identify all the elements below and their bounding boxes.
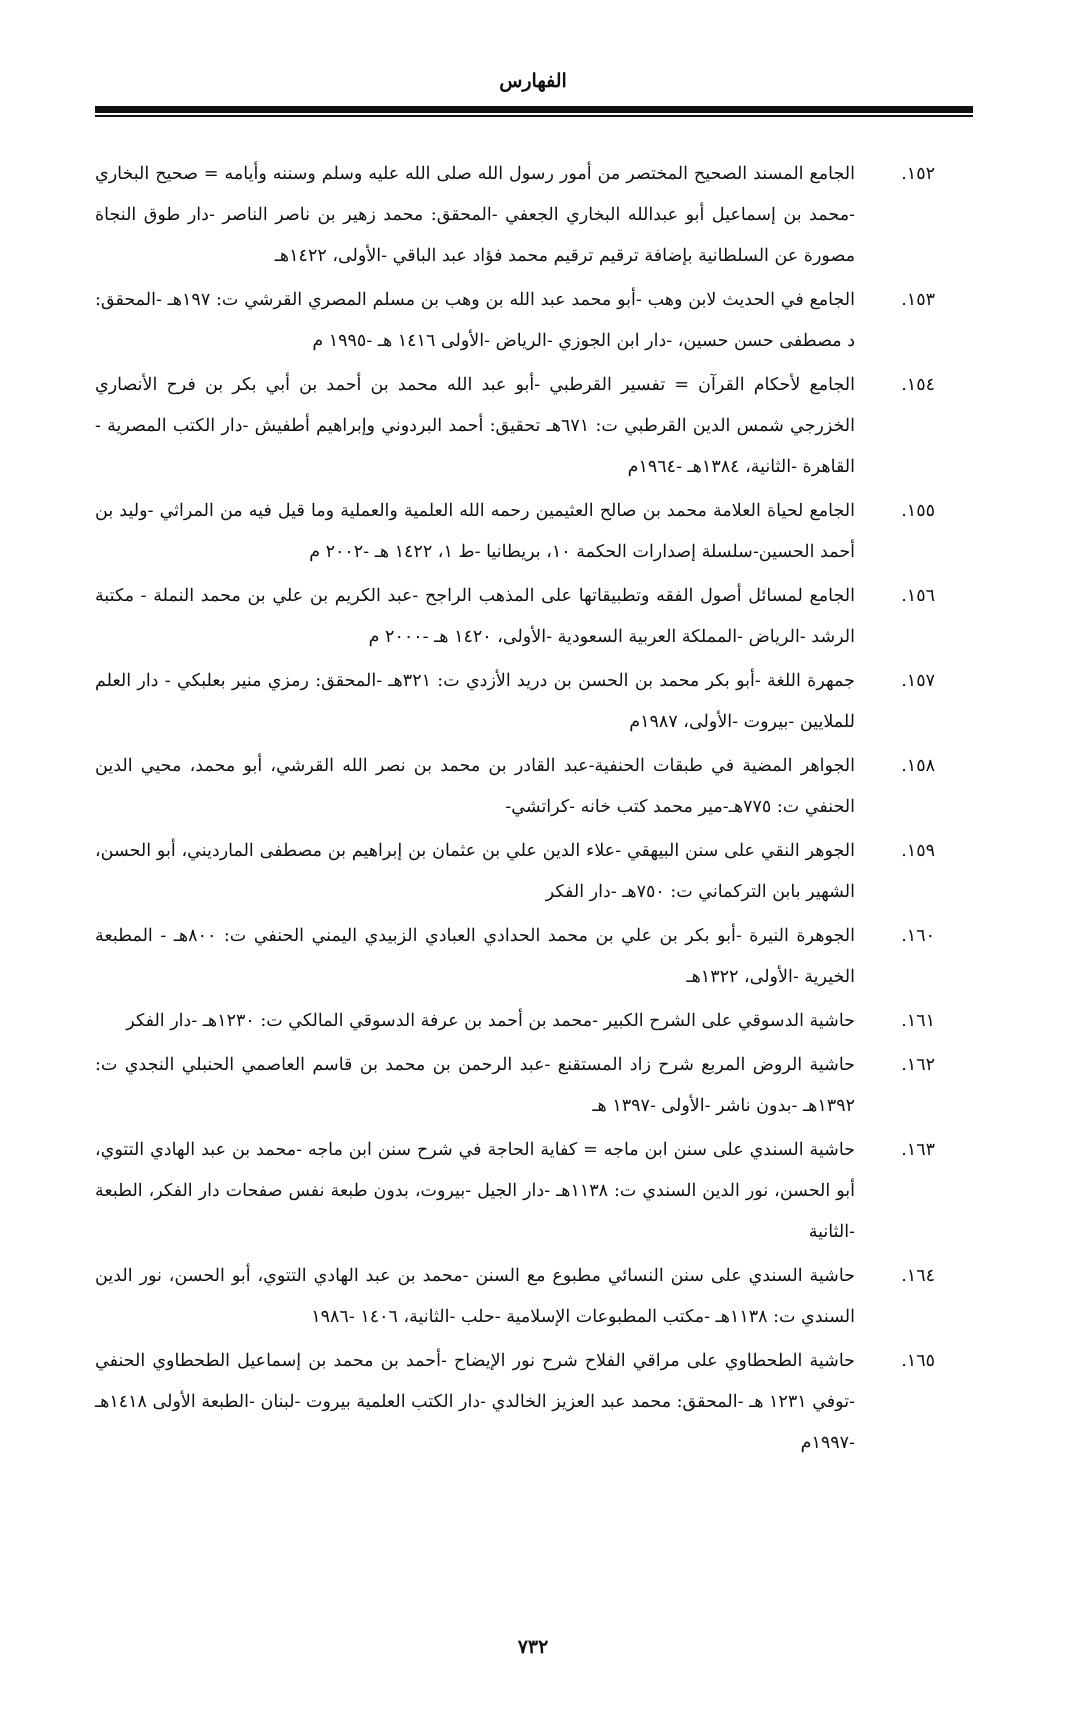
entry-number: ١٦٥.: [901, 1351, 935, 1371]
entry-text: حاشية السندي على سنن ابن ماجه = كفاية الحاجة في شرح سنن ابن ماجه -محمد بن عبد الهادي التتوي، أبو الحسن، نور الدين السندي ت: ١١٣٨هـ -دار الجيل -بيروت، بدون طبعة نفس صفحات دار الفكر، الطبعة -الثانية: [95, 1140, 855, 1242]
bibliography-entry: [95, 1045, 935, 1127]
entry-number: ١٥٧.: [901, 671, 935, 691]
entry-text: الجامع لحياة العلامة محمد بن صالح العثيمين رحمه الله العلمية والعملية وما قيل فيه من المراثي -وليد بن أحمد الحسين-سلسلة إصدارات الحكمة ١٠، بريطانيا -ط ١، ١٤٢٢ هـ -٢٠٠٢ م: [95, 501, 855, 562]
entry-number: ١٥٢.: [901, 164, 935, 184]
entry-text: الجواهر المضية في طبقات الحنفية-عبد القادر بن محمد بن نصر الله القرشي، أبو محمد، محيي الدين الحنفي ت: ٧٧٥هـ-مير محمد كتب خانه -كراتشي-: [95, 756, 855, 817]
bibliography-entry: [95, 1130, 935, 1253]
bibliography-entry: [95, 746, 935, 828]
entry-number: ١٥٩.: [901, 841, 935, 861]
entry-number: ١٦١.: [901, 1011, 935, 1031]
entry-text: الجامع لمسائل أصول الفقه وتطبيقاتها على المذهب الراجح -عبد الكريم بن علي بن محمد النملة - مكتبة الرشد -الرياض -المملكة العربية السعودية -الأولى، ١٤٢٠ هـ -٢٠٠٠ م: [95, 586, 855, 647]
entry-text: الجوهرة النيرة -أبو بكر بن علي بن محمد الحدادي العبادي الزبيدي اليمني الحنفي ت: ٨٠٠هـ - المطبعة الخيرية -الأولى، ١٣٢٢هـ: [95, 926, 855, 987]
bibliography-entry: [95, 1256, 935, 1338]
entry-text: الجامع لأحكام القرآن = تفسير القرطبي -أبو عبد الله محمد بن أحمد بن أبي بكر بن فرح الأنصاري الخزرجي شمس الدين القرطبي ت: ٦٧١هـ تحقيق: أحمد البردوني وإبراهيم أطفيش -دار الكتب المصرية - القاهرة -الثانية، ١٣٨٤هـ -١٩٦٤م: [95, 375, 855, 477]
bibliography-entry: [95, 1001, 935, 1042]
bibliography-entry: [95, 576, 935, 658]
page-header-title: الفهارس: [499, 70, 567, 92]
entry-text: الجامع في الحديث لابن وهب -أبو محمد عبد الله بن وهب بن مسلم المصري القرشي ت: ١٩٧هـ -المحقق: د مصطفى حسن حسين، -دار ابن الجوزي -الرياض -الأولى ١٤١٦ هـ -١٩٩٥ م: [95, 290, 855, 351]
entry-text: جمهرة اللغة -أبو بكر محمد بن الحسن بن دريد الأزدي ت: ٣٢١هـ -المحقق: رمزي منير بعلبكي - دار العلم للملايين -بيروت -الأولى، ١٩٨٧م: [95, 671, 855, 732]
entry-text: حاشية الطحطاوي على مراقي الفلاح شرح نور الإيضاح -أحمد بن محمد بن إسماعيل الطحطاوي الحنفي -توفي ١٢٣١ هـ -المحقق: محمد عبد العزيز الخالدي -دار الكتب العلمية بيروت -لبنان -الطبعة الأولى ١٤١٨هـ -١٩٩٧م: [95, 1351, 855, 1453]
entry-number: ١٥٤.: [901, 375, 935, 395]
entry-number: ١٥٨.: [901, 756, 935, 776]
bibliography-entry: [95, 1341, 935, 1464]
entry-number: ١٥٣.: [901, 290, 935, 310]
entry-text: الجوهر النقي على سنن البيهقي -علاء الدين علي بن عثمان بن إبراهيم بن مصطفى المارديني، أبو الحسن، الشهير بابن التركماني ت: ٧٥٠هـ -دار الفكر: [95, 841, 855, 902]
entry-number: ١٦٠.: [901, 926, 935, 946]
entry-number: ١٦٢.: [901, 1055, 935, 1075]
entry-text: حاشية السندي على سنن النسائي مطبوع مع السنن -محمد بن عبد الهادي التتوي، أبو الحسن، نور الدين السندي ت: ١١٣٨هـ -مكتب المطبوعات الإسلامية -حلب -الثانية، ١٤٠٦ -١٩٨٦: [95, 1266, 855, 1327]
bibliography-entry: [95, 280, 935, 362]
entry-number: ١٦٣.: [901, 1140, 935, 1160]
entry-number: ١٥٥.: [901, 501, 935, 521]
entry-text: حاشية الروض المربع شرح زاد المستقنع -عبد الرحمن بن محمد بن قاسم العاصمي الحنبلي النجدي ت: ١٣٩٢هـ -بدون ناشر -الأولى -١٣٩٧ هـ: [95, 1055, 855, 1116]
bibliography-entry: [95, 831, 935, 913]
header-rule-thin: [95, 115, 973, 117]
bibliography-entry: [95, 661, 935, 743]
bibliography-entry: [95, 916, 935, 998]
entry-text: الجامع المسند الصحيح المختصر من أمور رسول الله صلى الله عليه وسلم وسننه وأيامه = صحيح البخاري -محمد بن إسماعيل أبو عبدالله البخاري الجعفي -المحقق: محمد زهير بن ناصر الناصر -دار طوق النجاة مصورة عن السلطانية بإضافة ترقيم ترقيم محمد فؤاد عبد الباقي -الأولى، ١٤٢٢هـ: [95, 164, 855, 266]
bibliography-list: [95, 154, 935, 1467]
entry-number: ١٥٦.: [901, 586, 935, 606]
bibliography-entry: [95, 154, 935, 277]
bibliography-entry: [95, 491, 935, 573]
entry-text: حاشية الدسوقي على الشرح الكبير -محمد بن أحمد بن عرفة الدسوقي المالكي ت: ١٢٣٠هـ -دار الفكر: [126, 1011, 855, 1031]
header-rule-thick: [95, 106, 973, 113]
page-number: ٧٣٢: [517, 1636, 549, 1658]
bibliography-entry: [95, 365, 935, 488]
entry-number: ١٦٤.: [901, 1266, 935, 1286]
